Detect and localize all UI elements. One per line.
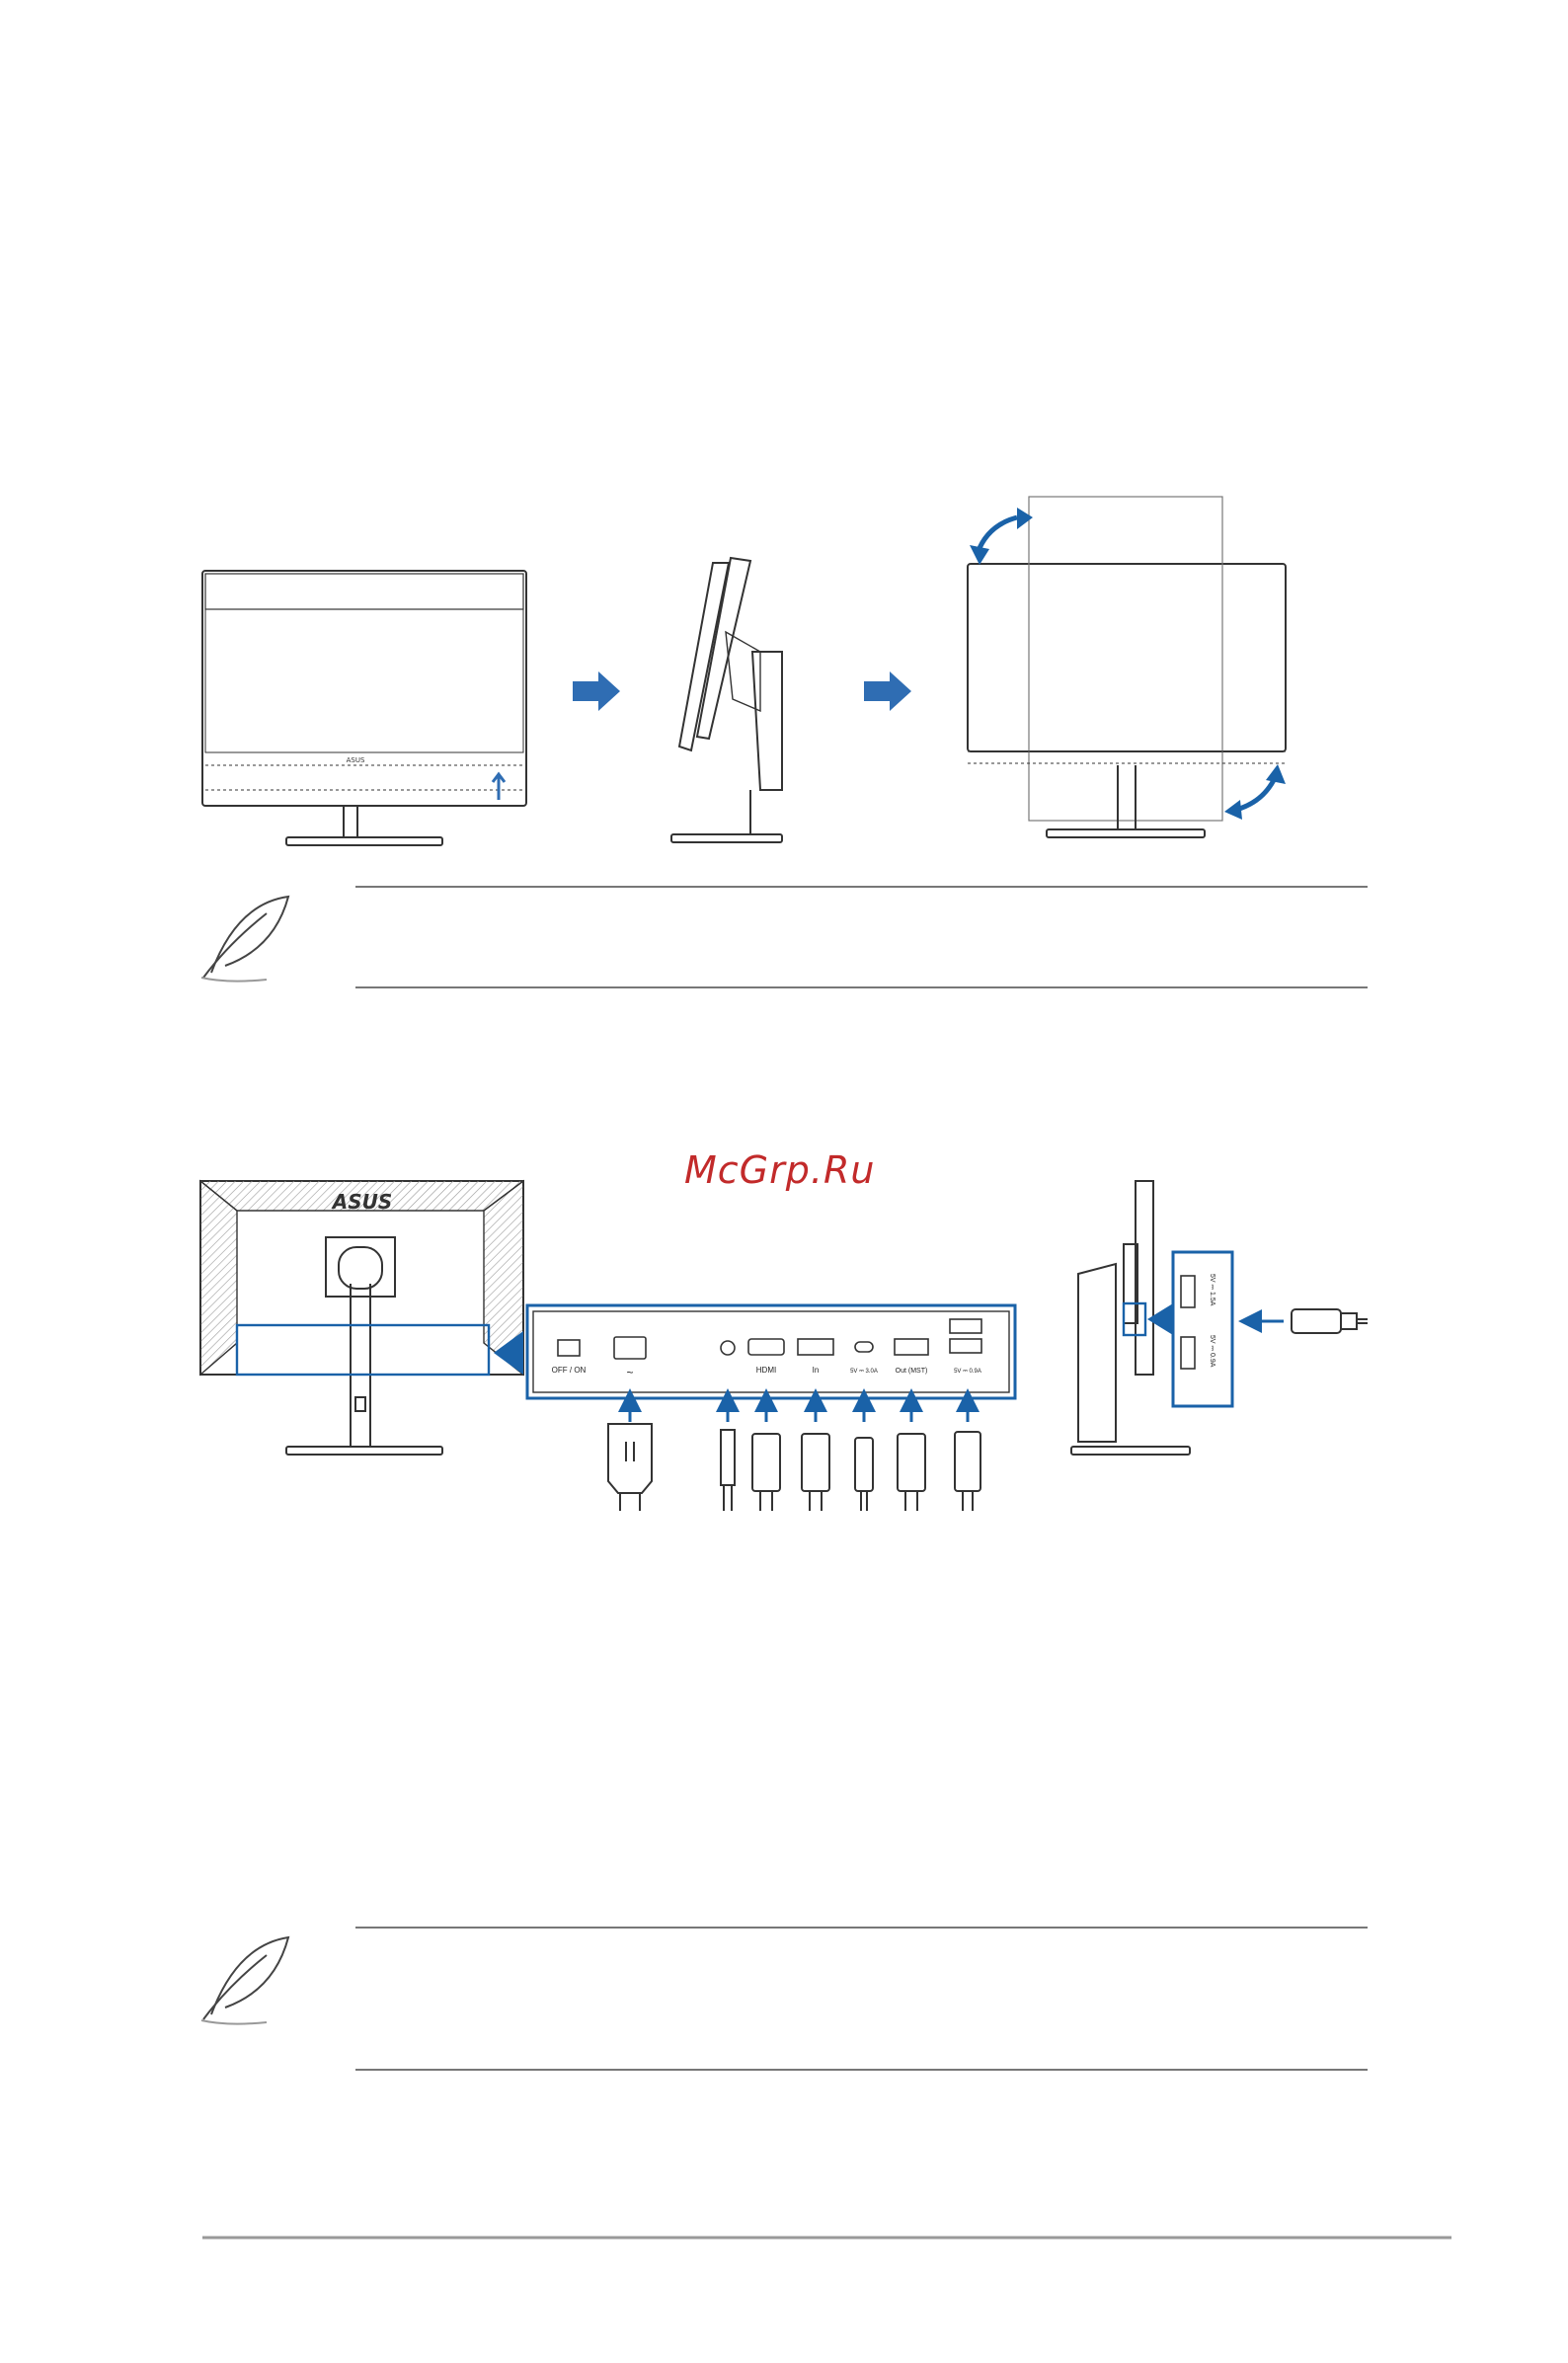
rear-logo: ASUS [332, 1190, 393, 1214]
port-label-usbc: 5V ⎓ 3.0A [850, 1369, 878, 1375]
rotate-arrow-icon [978, 517, 1276, 810]
port-icons [558, 1319, 981, 1359]
feather-note-icon [201, 1937, 288, 2024]
port-label-usba: 5V ⎓ 0.9A [954, 1369, 981, 1375]
rotate-arrowheads [970, 508, 1286, 820]
usb-cable-plug [1292, 1309, 1368, 1333]
port-label-dp-out: Out (MST) [895, 1368, 928, 1375]
monitor-side-tilted-figure [671, 558, 782, 842]
feather-note-icon [201, 897, 288, 982]
watermark-text: McGrp.Ru [684, 1148, 876, 1192]
port-panel [527, 1305, 1015, 1398]
arrow-right-icon [573, 671, 620, 711]
port-label-power: OFF / ON [551, 1366, 587, 1375]
zoom-pointer-icon [1147, 1303, 1173, 1335]
monitor-rear-figure [200, 1181, 523, 1455]
monitor-front-figure [202, 571, 526, 845]
front-logo: ASUS [346, 756, 365, 764]
cable-plugs [608, 1424, 980, 1511]
side-usb-label-top: 5V ⎓ 1.5A [1209, 1274, 1215, 1306]
port-label-hdmi: HDMI [755, 1366, 777, 1375]
arrow-right-icon [864, 671, 911, 711]
port-label-dp-in: In [812, 1366, 820, 1375]
side-usb-label-bottom: 5V ⎓ 0.9A [1209, 1335, 1215, 1368]
cable-arrows [630, 1400, 968, 1422]
monitor-rotation-figure [968, 497, 1286, 837]
side-usb-ports [1181, 1276, 1195, 1369]
port-label-ac: ~ [626, 1366, 634, 1379]
